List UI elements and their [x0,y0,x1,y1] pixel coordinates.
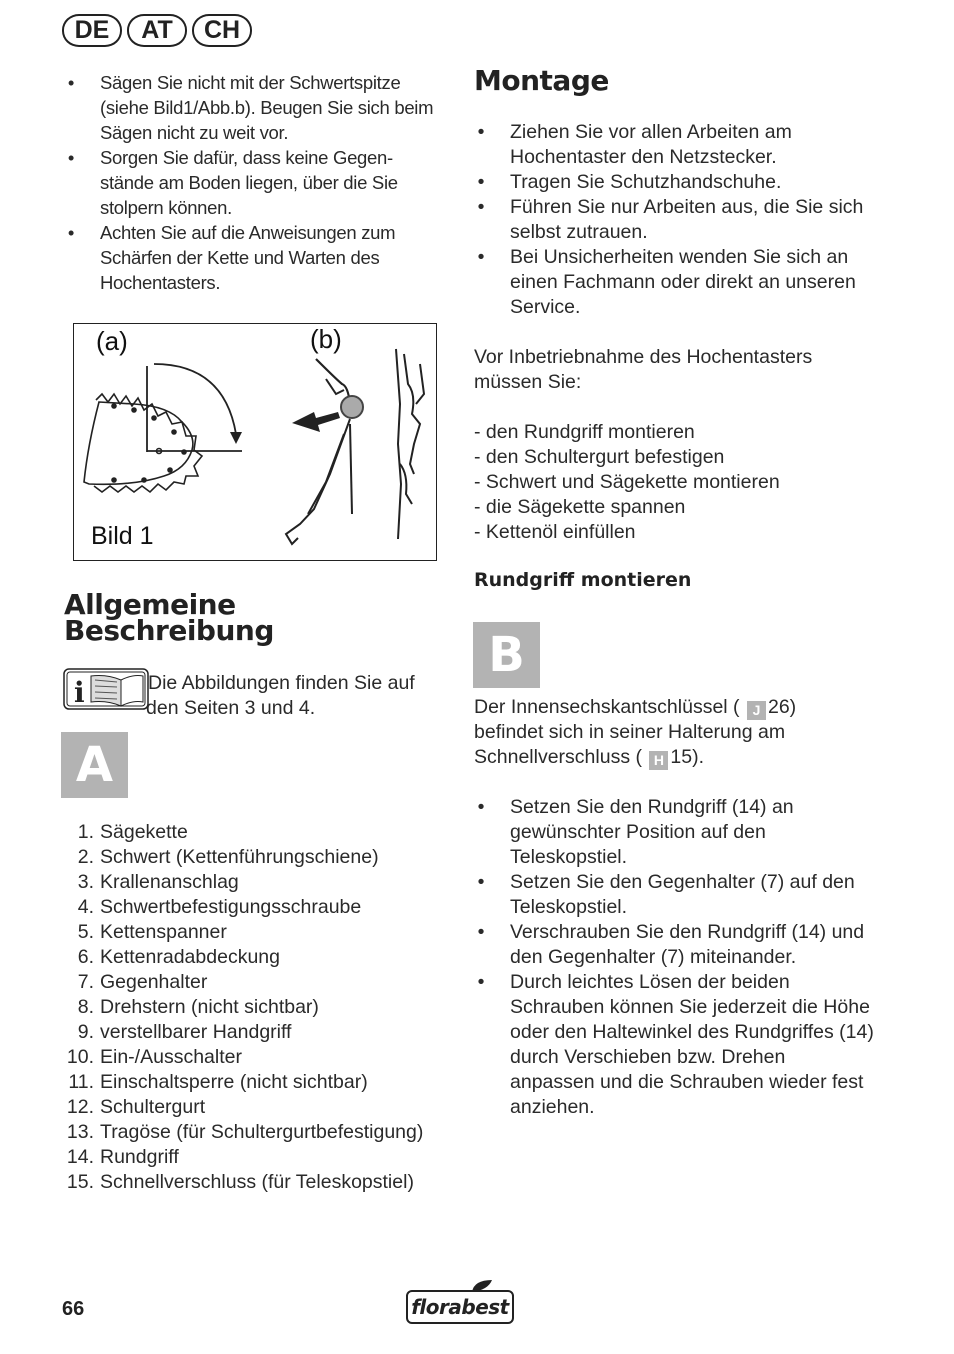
badge-ch: CH [192,14,252,47]
list-item: • Achten Sie auf die Anweisungen zum Schärfen der Kette und Warten des Hochentasters. [65,220,445,295]
country-badges [62,14,252,47]
section-title-allgemeine: Allgemeine [64,588,236,621]
brand-logo: florabest [406,1290,514,1324]
list-item: 12. Schultergurt [66,1096,206,1118]
list-item: • Tragen Sie Schutzhandschuhe. [475,170,875,195]
intro-text-line2: müssen Sie: [474,371,582,393]
list-item: • Sägen Sie nicht mit der Schwertspitze (siehe Bild1/Abb.b). Beugen Sie sich beim Sägen nicht zu weit vor. [65,70,445,145]
list-item: 6. Kettenradabdeckung [77,946,280,968]
list-item: - Kettenöl einfüllen [474,521,636,543]
list-item: - Schwert und Sägekette montieren [474,471,780,493]
list-item: - den Schultergurt befestigen [474,446,725,468]
section-a-marker: A [61,732,128,798]
figure-label-b: (b) [310,324,342,354]
list-item: 3. Krallenanschlag [77,871,239,893]
list-item: • Ziehen Sie vor allen Arbeiten am Hochentaster den Netzstecker. [475,120,875,170]
figure-label-a: (a) [96,326,128,356]
bullet-dot: • [477,121,485,143]
page-number: 66 [62,1298,85,1320]
bullet-dot: • [67,72,75,93]
intro-text-line1: Vor Inbetriebnahme des Hochentasters [474,346,813,368]
bullet-dot: • [477,246,485,268]
bullet-dot: • [477,196,485,218]
list-item: • Durch leichtes Lösen der beiden Schrauben können Sie jederzeit die Höhe oder den Haltewinkel des Rundgriffes (14) durch Verschieben bzw. Drehen anpassen und die Schrauben wieder fest anziehen. [475,970,875,1120]
section-title-montage: Montage [474,64,609,97]
list-item: 2. Schwert (Kettenführungschiene) [77,846,379,868]
list-item: 10. Ein-/Ausschalter [66,1046,242,1068]
chainsaw-illustration [74,324,436,560]
list-item: • Setzen Sie den Gegenhalter (7) auf den Teleskopstiel. [475,870,875,920]
list-item: 4. Schwertbefestigungsschraube [77,896,362,918]
preparation-steps [474,420,780,545]
parts-list [64,820,464,1195]
list-item: 8. Drehstern (nicht sichtbar) [77,996,319,1018]
info-text-line1: Die Abbildungen finden Sie auf [148,672,415,694]
list-item: 9. verstellbarer Handgriff [77,1021,292,1043]
list-item: - den Rundgriff montieren [474,421,695,443]
info-text-line2: den Seiten 3 und 4. [146,697,316,719]
list-item: 11. Einschaltsperre (nicht sichtbar) [68,1071,368,1093]
figure-ref-j-badge: J [747,701,766,720]
list-item: • Führen Sie nur Arbeiten aus, die Sie sich selbst zutrauen. [475,195,875,245]
list-item: • Verschrauben Sie den Rundgriff (14) und den Gegenhalter (7) miteinander. [475,920,875,970]
subsection-title-rundgriff: Rundgriff montieren [474,569,692,591]
bullet-dot: • [477,921,485,943]
list-item: • Bei Unsicherheiten wenden Sie sich an einen Fachmann oder direkt an unseren Service. [475,245,875,320]
bullet-dot: • [477,971,485,993]
section-title-beschreibung: Beschreibung [64,614,274,647]
bullet-dot: • [477,171,485,193]
list-item: 1. Sägekette [77,821,188,843]
bullet-dot: • [477,796,485,818]
list-item: 15. Schnellverschluss (für Teleskopstiel) [66,1171,414,1193]
list-item: 5. Kettenspanner [77,921,227,943]
figure-caption: Bild 1 [91,522,154,550]
figure-bild-1 [73,323,437,561]
bullet-dot: • [67,222,75,243]
bullet-dot: • [67,147,75,168]
list-item: • Setzen Sie den Rundgriff (14) an gewünschter Position auf den Teleskopstiel. [475,795,875,870]
badge-de: DE [62,14,122,47]
list-item: 14. Rundgriff [66,1146,179,1168]
info-book-icon [63,668,149,710]
list-item: 13. Tragöse (für Schultergurtbefestigung) [66,1121,424,1143]
section-b-marker: B [473,622,540,688]
badge-at: AT [127,14,187,47]
bullet-dot: • [477,871,485,893]
list-item: • Sorgen Sie dafür, dass keine Gegen-stände am Boden liegen, über die Sie stolpern können. [65,145,445,220]
figure-ref-h-badge: H [649,751,668,770]
svg-text:i: i [74,676,85,709]
safety-bullet-list [65,70,445,295]
list-item: - die Sägekette spannen [474,496,686,518]
montage-bullet-list [475,120,875,320]
list-item: 7. Gegenhalter [77,971,208,993]
hex-key-paragraph: Der Innensechskantschlüssel ( J 26) befindet sich in seiner Halterung am Schnellverschluss ( H 15). [474,696,797,768]
assembly-bullet-list [475,795,875,1120]
